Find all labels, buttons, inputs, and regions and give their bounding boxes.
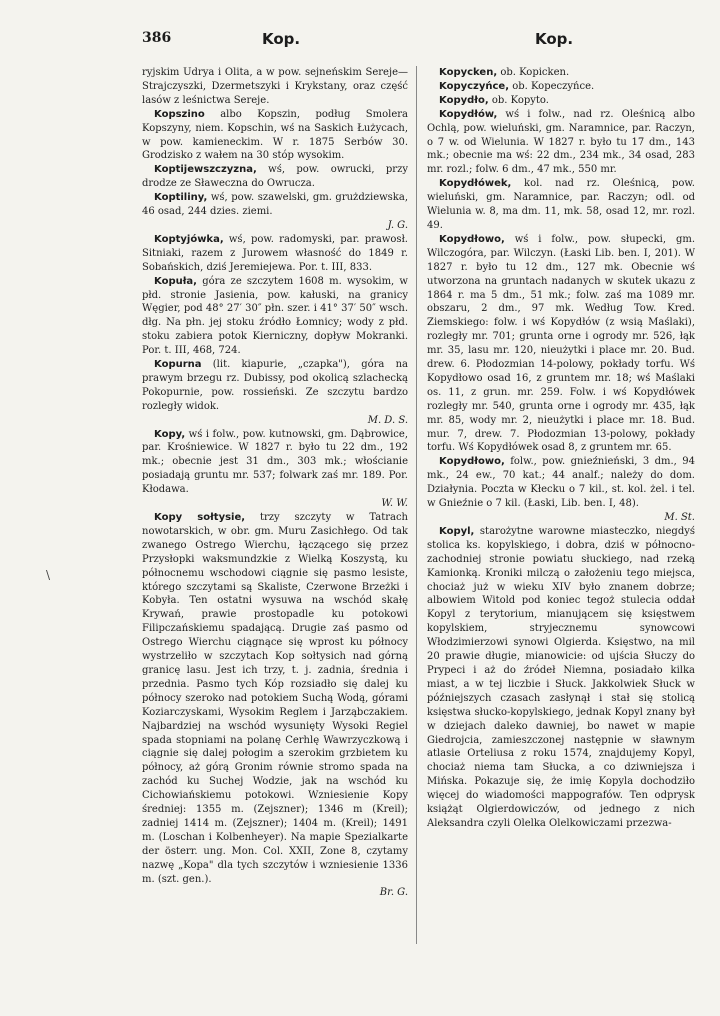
column-divider <box>416 66 417 944</box>
entry-headword: Kopydłowo, <box>439 233 505 245</box>
entry-body: kol. nad rz. Oleśnicą, pow. wieluński, gm. Naramnice, par. Raczyn; odl. od Wielunia w. 8, ma dm. 11, mk. 58, osad 12, mr. rozl. 49. <box>427 178 695 231</box>
entry-headword: Kopycken, <box>439 67 498 78</box>
entry-signature: M. D. S. <box>367 414 408 426</box>
margin-mark: \ <box>46 568 51 582</box>
entry-headword: Koptiliny, <box>154 192 208 204</box>
entry-body: (lit. kiapurie, „czapka"), góra na prawym brzegu rz. Dubissy, pod okolicą szlachecką Pokopurnie, pow. rossieński. Ze szczytu bardzo rozległy widok. <box>142 359 408 412</box>
entry-signature: W. W. <box>381 498 408 510</box>
entry-body: wś i folw., pow. kutnowski, gm. Dąbrowice, par. Krośniewice. W 1827 r. było tu 22 dm., 192 mk.; obecnie jest 31 dm., 303 mk.; włościanie posiadają gruntu mr. 537; folwark zaś mr. 189. Por. Kłodawa. <box>142 428 408 496</box>
left-column <box>142 66 408 900</box>
dictionary-entry <box>142 358 408 428</box>
dictionary-entry <box>142 163 408 191</box>
entry-signature: J. G. <box>387 219 408 231</box>
dictionary-entry <box>427 177 695 233</box>
dictionary-entry <box>427 233 695 456</box>
dictionary-entry <box>142 511 408 900</box>
entry-headword: Koptyjówka, <box>154 233 224 245</box>
entry-headword: Kopyczyńce, <box>439 80 510 92</box>
entry-body: ob. Kopyto. <box>491 94 549 106</box>
entry-body: wś i folw., pow. słupecki, gm. Wilczogóra, par. Wilczyn. (Łaski Lib. ben. I, 201). W 1827 r. było tu 12 dm., 127 mk. Obecnie wś utworzona na gruntach nadanych w skutek ukazu z 1864 r. ma 5 dm., 51 mk.; folw. zaś ma 1089 mr. obszaru, 2 dm., 97 mk. Według Tow. Kred. Ziemskiego: folw. i wś Kopydłów (z wsią Maślaki), rozległy mr. 701; grunta orne i ogrody mr. 526, łąk mr. 35, lasu mr. 120, nieużytki i place mr. 20. Bud. drew. 6. Płodozmian 14-polowy, pokłady torfu. Wś Kopydłowo osad 16, z gruntem mr. 18; wś Maślaki os. 11, z grun. mr. 259. Folw. i wś Kopydłówek rozległy mr. 540, grunta orne i ogrody mr. 435, łąk mr. 85, wody mr. 2, nieużytki i place mr. 18. Bud. mur. 7, drew. 7. Płodozmian 13-polowy, pokłady torfu. Wś Kopydłówek osad 8, z gruntem mr. 65. <box>427 233 696 454</box>
dictionary-entry <box>427 455 695 525</box>
entry-body: folw., pow. gnieźnieński, 3 dm., 94 mk., 24 ew., 70 kat.; 44 analf.; należy do dom. Działynia. Poczta w Kłecku o 7 kil., st. kol. żel. i tel. w Gnieźnie o 7 kil. (Łaski, Lib. ben. I, 48). <box>427 456 695 510</box>
dictionary-entry <box>142 428 408 511</box>
entry-body: albo Kopszin, podług Smolera Kopszyny, niem. Kopschin, wś na Saskich Łużycach, w pow. kamieneckim. W r. 1875 Serbów 30. Grodzisko z wałem na 30 stóp wysokim. <box>142 108 408 162</box>
entry-body: ob. Kopeczyńce. <box>512 80 595 92</box>
entry-body: ryjskim Udrya i Olita, a w pow. sejneńskim Sereje—Strajczyszki, Dzermetszyki i Krykstany, oraz część lasów z leśnictwa Sereje. <box>142 67 408 106</box>
entry-body: wś, pow. owrucki, przy drodze ze Sławeczna do Owrucza. <box>142 164 408 190</box>
dictionary-entry <box>427 94 695 108</box>
entry-body: starożytne warowne miasteczko, niegdyś stolica ks. kopylskiego, i dobra, dziś w północno-zachodniej stronie powiatu słuckiego, nad rzeką Kamionką. Kroniki milczą o założeniu tego miejsca, chociaż już w wieku XIV było znanem dobrze; albowiem Witold pod koniec tegoż stulecia oddał Kopyl z terytorium, mianującem się księstwem kopylskiem, stryjecznemu synowcowi Włodzimierzowi synowi Olgierda. Księstwo, na mil 20 prawie długie, mianowicie: od ujścia Słuczy do Prypeci i aż do źródeł Niemna, posiadało kilka miast, a w tej liczbie i Słuck. Jakkolwiek Słuck w późniejszych czasach zasłynął i stał się stolicą księstwa słucko-kopylskiego, jednak Kopyl znany był w dziejach daleko dawniej, bo nawet w mapie Giedrojcia, zamieszczonej następnie w sławnym atlasie Orteliusa z roku 1574, znajdujemy Kopyl, chociaż niema tam Słucka, a co dziwniejsza i Mińska. Pokazuje się, że imię Kopyla dochodziło więcej do wiadomości mappografów. Ten odprysk książąt Olgierdowiczów, od jednego z nich Aleksandra czyli Olelka Olelkowiczami przezwa- <box>427 525 695 829</box>
dictionary-entry <box>142 191 408 233</box>
entry-headword: Koptijewszczyzna, <box>154 164 257 176</box>
dictionary-entry <box>142 233 408 275</box>
page-number: 386 <box>142 30 172 46</box>
entry-headword: Kopuła, <box>154 275 197 287</box>
dictionary-entry <box>142 275 408 358</box>
entry-signature: Br. G. <box>379 887 408 899</box>
dictionary-entry <box>427 66 695 80</box>
right-column <box>427 66 695 831</box>
entry-body: góra ze szczytem 1608 m. wysokim, w płd. stronie Jasienia, pow. kałuski, na granicy Węgier, pod 48° 27′ 30″ płn. szer. i 41° 37′ 50″ wsch. dłg. Na płn. jej stoku źródło Łomnicy; wody z płd. stoku zabiera potok Kierniczny, dopływ Mokranki. Por. t. III, 468, 724. <box>142 275 408 357</box>
entry-body: wś i folw., nad rz. Oleśnicą albo Ochlą, pow. wieluński, gm. Naramnice, par. Raczyn, o 7 w. od Wielunia. W 1827 r. było tu 17 dm., 143 mk.; obecnie ma wś: 22 dm., 234 mk., 34 osad, 283 mr. rozl.; folw. 6 dm., 47 mk., 550 mr. <box>427 108 695 176</box>
entry-signature: M. St. <box>664 512 695 523</box>
dictionary-entry <box>142 66 408 108</box>
entry-headword: Kopydło, <box>439 94 489 106</box>
entry-headword: Kopurna <box>154 359 202 371</box>
entry-headword: Kopydłowo, <box>439 456 505 468</box>
running-head-left: Kop. <box>262 30 301 48</box>
dictionary-entry <box>427 525 695 831</box>
entry-headword: Kopy, <box>154 428 186 440</box>
entry-body: wś, pow. szawelski, gm. grużdziewska, 46 osad, 244 dzies. ziemi. <box>142 192 409 218</box>
dictionary-entry <box>427 108 695 178</box>
entry-body: wś, pow. radomyski, par. prawosł. Sitniaki, razem z Jurowem własność do 1849 r. Sobańskich, dziś Jeremiejewa. Por. t. III, 833. <box>142 233 408 273</box>
page-header <box>142 30 578 54</box>
running-head-right: Kop. <box>535 30 574 48</box>
entry-headword: Kopszino <box>154 108 205 120</box>
entry-headword: Kopy sołtysie, <box>154 512 246 523</box>
dictionary-entry <box>427 80 695 94</box>
entry-body: trzy szczyty w Tatrach nowotarskich, w obr. gm. Muru Zasichłego. Od tak zwanego Ostrego Wierchu, łączącego się przez Przysłopki waksmundzkie z Wielką Koszystą, ku północnemu wschodowi ciągnie się pasmo lesiste, którego szczytami są Skaliste, Czerwone Brzeżki i Kobyła. Ten ostatni wysuwa na wschód skałę Krywań, prawie prostopadle ku potokowi Filipczańskiemu spadającą. Drugie zaś pasmo od Ostrego Wierchu ciągnące się wprost ku północy wystrzeliło w szczytach Kop sołtysich nad górną granicę lasu. Jest ich trzy, t. j. zadnia, średnia i przednia. Pasmo tych Kóp rozsiadło się dalej ku północy szeroko nad potokiem Suchą Wodą, górami Koziarczyskami, Wysokim Reglem i Jarząbczakiem. Najbardziej na wschód wysunięty Wysoki Regiel spada stopniami na polanę Cerhlę Wawrzyczkową i ciągnie się dalej połogim a szerokim grzbietem ku północy, aż górą Gronim równie stromo spada na zachód ku Suchej Wodzie, jak na wschód ku Cichowiańskiemu potokowi. Wzniesienie Kopy średniej: 1355 m. (Zejszner); 1346 m (Kreil); zadniej 1414 m. (Zejszner); 1404 m. (Kreil); 1491 m. (Loschan i Kolbenheyer). Na mapie Spezialkarte der österr. ung. Mon. Col. XXII, Zone 8, czytamy nazwę „Kopa" dla tych szczytów i wzniesienie 1336 m. (szt. gen.). <box>142 512 409 885</box>
entry-headword: Kopydłów, <box>439 108 498 120</box>
entry-headword: Kopyl, <box>439 525 475 537</box>
entry-body: ob. Kopicken. <box>500 67 570 78</box>
entry-headword: Kopydłówek, <box>439 178 512 190</box>
dictionary-entry <box>142 108 408 164</box>
